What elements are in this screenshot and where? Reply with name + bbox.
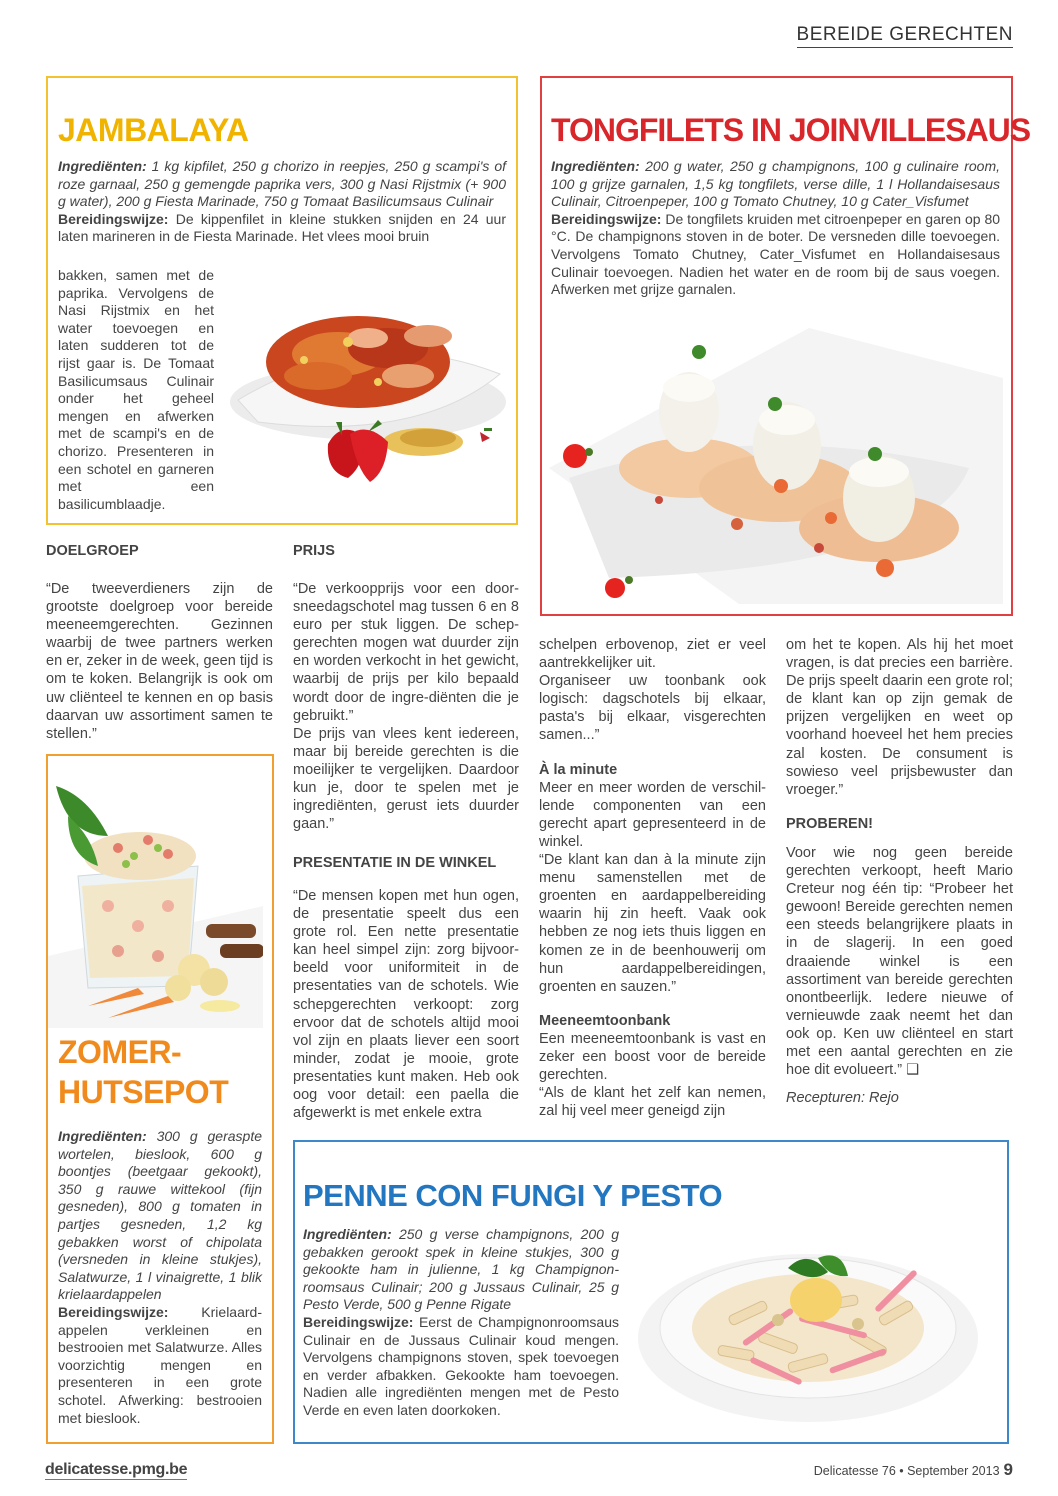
col3-text-2: Organiseer uw toonbank ook logisch: dagschotels bij elkaar, pasta's bij elkaar, visgerechten samen...”	[539, 673, 766, 744]
jambalaya-recipe-text	[58, 158, 506, 246]
zomerhutsepot-title-line1: ZOMER-	[58, 1034, 182, 1070]
jambalaya-ingredients-label: Ingrediënten:	[58, 158, 147, 174]
a-la-minute-heading: À la minute	[539, 761, 618, 778]
col3-text-5: Een meeneemtoonbank is vast en zeker een boost voor de bereide gerechten.	[539, 1030, 766, 1084]
end-mark: ❑	[906, 1062, 920, 1079]
recipe-credit: Recepturen: Rejo	[786, 1090, 899, 1107]
meeneemtoonbank-heading: Meeneemtoonbank	[539, 1012, 671, 1029]
doelgroep-text: “De tweeverdieners zijn de grootste doelgroep voor bereide meeneemgerechten. Gezinnen waarbij de twee partners werken en er, zeker in de week, geen tijd is om te koken. Belangrijk is ook om uw cliënteel te kennen en op basis daarvan uw assortiment samen te stellen.”	[46, 581, 273, 742]
penne-photo	[628, 1228, 998, 1428]
prijs-text	[293, 580, 519, 833]
penne-title: PENNE CON FUNGI Y PESTO	[303, 1178, 723, 1213]
tongfilets-ingredients-label: Ingrediënten:	[551, 158, 640, 174]
tongfilets-method: De tongfilets kruiden met citroenpeper en garen op 80 °C. De champignons stoven in de boter. De versneden dille toevoegen. Vervolgens Tomato Chutney, Cater_Visfumet en Hollandaisesaus Culinair toevoegen. Nadien het water en de room bij de saus voegen. Afwerken met grijze garnalen.	[551, 210, 1001, 298]
jambalaya-method-side: bakken, samen met de paprika. Vervolgens de Nasi Rijstmix en het water toevoegen en laten sudderen tot de rijst gaar is. De Tomaat Basilicumsaus Culinair onder het geheel mengen en afwerken met de scampi's en de chorizo. Presenteren in een schotel en garneren met een basilicumblaadje.	[58, 267, 214, 512]
penne-recipe-text	[303, 1226, 619, 1420]
zomerhutsepot-ingredients-label: Ingrediënten:	[58, 1128, 147, 1144]
zomerhutsepot-title-line2: HUTSEPOT	[58, 1074, 229, 1110]
penne-method-label: Bereidingswijze:	[303, 1313, 414, 1330]
zomerhutsepot-title	[58, 1032, 228, 1112]
prijs-text-1: “De verkoopprijs voor een door-sneedagschotel mag tussen 6 en 8 euro per stuk liggen. De schep-gerechten mogen wat duurder zijn en worden verkocht in het gewicht, waarbij de prijs per kilo bepaald wordt door de ingre-diënten die je gebruikt.”	[293, 581, 519, 724]
tongfilets-ingredients: 200 g water, 250 g champignons, 100 g culinaire room, 100 g grijze garnalen, 1,5 kg tongfilets, verse dille, 1 l Hollandaisesaus Culinair, Citroenpeper, 100 g Tomato Chutney, 10 g Cater_Visfumet	[551, 158, 1000, 210]
zomerhutsepot-photo	[48, 756, 263, 1028]
proberen-heading: PROBEREN!	[786, 815, 874, 832]
col4-text-2: Voor wie nog geen bereide gerechten verkoopt, heeft Mario Creteur nog één tip: “Probeer het gewoon! Bereide gerechten nemen een steeds belangrijkere plaats in in de slagerij. In een goed draaiende winkel is een assortiment van bereide gerechten onontbeerlijk. Iedere nieuwe of vernieuwde zaak neemt het dan ook op. Ken uw cliënteel en start met een aantal gerechten en zie hoe dit evolueert.”	[786, 844, 1013, 1079]
presentatie-text: “De mensen kopen met hun ogen, de presentatie speelt dus een grote rol. Een nette presentatie kan heel simpel zijn: zorg bijvoor-beeld voor uniformiteit in de presentaties van de schotels. Wie schepgerechten verkoopt: zorg ervoor dat de schotels altijd mooi vol zijn en plaats liever een soort minder, zodat je mooie, grote presentaties kunt maken. Heb ook oog voor detail: een paella die afgewerkt is met enkele extra	[293, 888, 519, 1122]
presentatie-heading: PRESENTATIE IN DE WINKEL	[293, 855, 497, 871]
zomerhutsepot-recipe-text	[58, 1128, 262, 1427]
section-tag: BEREIDE GERECHTEN	[797, 24, 1013, 48]
col4-text-block	[786, 636, 1013, 1107]
jambalaya-method-top: De kippenfilet in kleine stukken snijden en 24 uur laten marineren in de Fiesta Marinade. Het vlees mooi bruin	[58, 210, 506, 245]
tongfilets-recipe-text	[551, 158, 1000, 299]
col3-text-4: “De klant kan dan à la minute zijn menu samenstellen met de groenten en aardappelbereiding waarin hij zin heeft. Vaak ook hebben ze nog iets thuis liggen en komen ze in de beenhouwerij om hun aardappelbereidingen, groenten en sauzen.”	[539, 852, 766, 995]
doelgroep-heading: DOELGROEP	[46, 543, 139, 559]
zomerhutsepot-ingredients: 300 g geraspte wortelen, bieslook, 600 g boontjes (beetgaar gekookt), 350 g rauwe wittekool (fijn gesneden), 800 g tomaten in partjes gesneden, 1,2 kg gebakken worst of chipolata (versneden in kleine stukjes), Salatwurze, 1 l vinaigrette, 1 blik krielaardappelen	[58, 1128, 262, 1303]
col3-text-1: schelpen erbovenop, ziet er veel aantrekkelijker uit.	[539, 637, 766, 672]
penne-ingredients: 250 g verse champignons, 200 g gebakken gerookt spek in kleine stukjes, 300 g gekookte ham in julienne, 1 kg Champignon-roomsaus Culinair; 200 g Jussaus Culinair, 25 g Pesto Verde, 500 g Penne Rigate	[303, 1226, 619, 1313]
col3-text-6: “Als de klant het zelf kan nemen, zal hij veel meer geneigd zijn	[539, 1085, 766, 1120]
tongfilets-photo	[549, 328, 1003, 604]
jambalaya-title: JAMBALAYA	[58, 112, 249, 148]
prijs-text-2: De prijs van vlees kent iedereen, maar bij bereide gerechten is die moeilijker te vergelijken. Daardoor kun je, door te spelen met je ingrediënten, gerust iets duurder gaan.”	[293, 725, 519, 833]
footer-website[interactable]: delicatesse.pmg.be	[45, 1461, 188, 1478]
prijs-heading: PRIJS	[293, 543, 335, 559]
col3-text-block	[539, 636, 766, 1120]
footer-issue	[814, 1460, 1013, 1480]
jambalaya-photo	[218, 282, 514, 510]
tongfilets-method-label: Bereidingswijze:	[551, 210, 662, 227]
footer-issue-text: Delicatesse 76 • September 2013	[813, 1464, 1000, 1478]
tongfilets-title: TONGFILETS IN JOINVILLESAUS	[551, 112, 1031, 148]
col4-text-1: om het te kopen. Als hij het moet vragen, is dat precies een barrière. De prijs speelt daarin een grote rol; de klant kan op zijn gemak de prijzen vergelijken en weet op voorhand hoeveel het hem precies zal kosten. De consument is sowieso veel prijsbewuster dan vroeger.”	[786, 637, 1013, 798]
page-number: 9	[1003, 1460, 1013, 1479]
col3-text-3: Meer en meer worden de verschil-lende componenten van een gerecht apart gepresenteerd in de winkel.	[539, 779, 766, 850]
jambalaya-method-label: Bereidingswijze:	[58, 210, 169, 227]
zomerhutsepot-method-label: Bereidingswijze:	[58, 1303, 169, 1320]
zomerhutsepot-method: Krielaard-appelen verkleinen en bestrooien met Salatwurze. Alles voorzichtig mengen en presenteren in een grote schotel. Afwerking: bestrooien met bieslook.	[58, 1303, 262, 1426]
penne-ingredients-label: Ingrediënten:	[303, 1226, 392, 1242]
jambalaya-ingredients: 1 kg kipfilet, 250 g chorizo in reepjes, 250 g scampi's of roze garnaal, 250 g gemengde paprika vers, 300 g Nasi Rijstmix (+ 900 g water), 200 g Fiesta Marinade, 750 g Tomaat Basilicumsaus Culinair	[58, 158, 506, 210]
penne-method: Eerst de Champignonroomsaus Culinair en de Jussaus Culinair koud mengen. Vervolgens champignons stoven, spek toevoegen en verder afbakken. Gekookte ham toevoegen. Nadien alle ingrediënten mengen met de Pesto Verde en even laten doorkoken.	[303, 1313, 619, 1418]
